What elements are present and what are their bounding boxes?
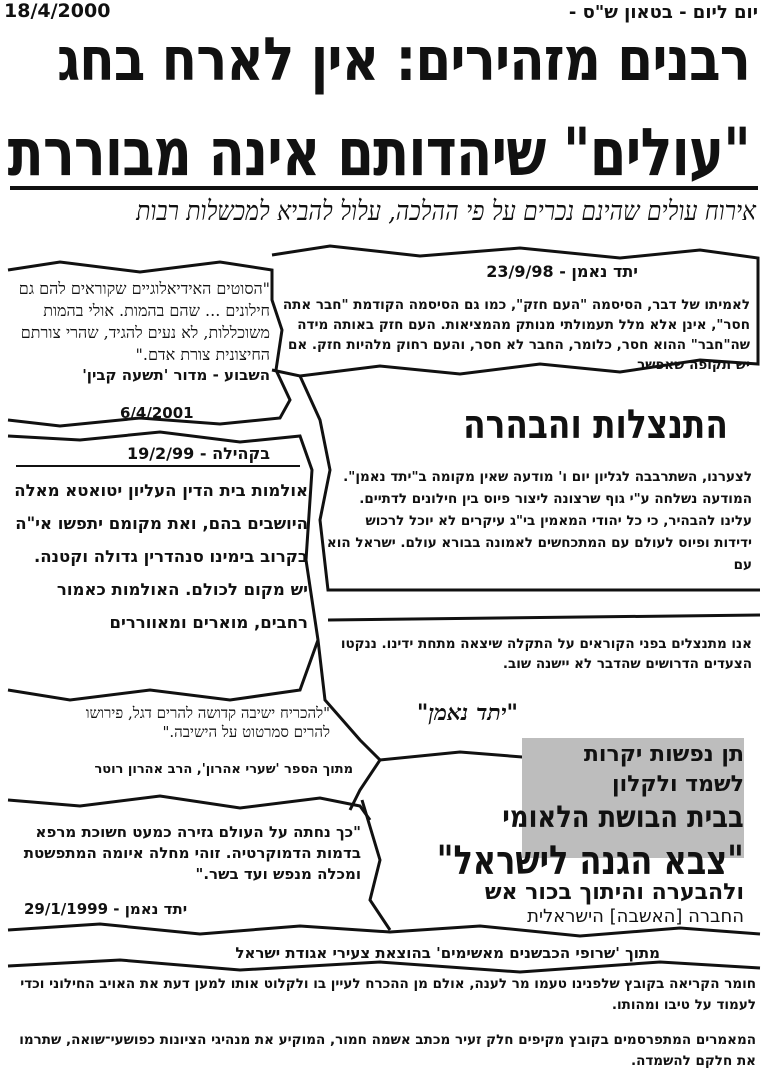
clipping-line-2: לשמד ולקלון <box>612 772 744 797</box>
mitnatzlim-edge <box>328 615 760 620</box>
clipping-line-4: "צבא הגנה לישראל" <box>436 838 744 884</box>
democracy-quote: "כך נחתה על העולם גזירה כמעט חשוכת מרפא בדמות הדמוקרטיה. זוהי מחלה איומה המתפשטת ומכלה מנפש ועד בשר." <box>23 823 361 883</box>
headline-line-1: רבנים מזהירים: אין לארח בחג <box>57 25 751 95</box>
date-label: 18/4/2000 <box>4 0 111 22</box>
apology-continuation: אנו מתנצלים בפני הקוראים על התקלה שיצאה מתחת ידינו. ננקטו הצעדים הדרושים שהדבר לא יישנה שוב. <box>340 636 752 672</box>
rotter-source: מתוך הספר 'שערי אהרון', הרב אהרון רוטר <box>94 762 353 777</box>
clipping-line-1: תן נפשות יקרות <box>583 742 744 767</box>
bakehila-heading: בקהילה - 19/2/99 <box>126 444 270 463</box>
yated-1998-heading: יתד נאמן - 23/9/98 <box>486 262 638 281</box>
clipping-line-3: בבית הבושת הלאומי <box>502 800 744 835</box>
apology-title: התנצלות והבהרה <box>463 402 728 448</box>
shevua-date: 6/4/2001 <box>120 404 194 422</box>
bottom-paragraph-2: המאמרים המתפרסמים בקובץ מקיפים חלק זעיר מכתב אשמה חמור, המוקיע את מנהיגי הציונות כפושעי־שואה, שתרמו את חלקם להשמדה. <box>19 1032 756 1069</box>
poster-clipping <box>382 738 754 928</box>
yated-1998-body: לאמיתו של דבר, הסיסמה "העם חזק", כמו גם הסיסמה הקודמת "חבר אתה חסר", אינן אלא מלל תעמולתי מנותק מהמציאות. העם חזק באותה מידה שה"חבר" ההוא חסר, כלומר, החבר לא חסר, והעם רחוק מלהיות חזק. אם יש תקופה שאפשר <box>282 297 750 373</box>
yated-signature: "יתד נאמן" <box>416 700 518 726</box>
apology-body: לצערנו, השתרבבה לגליון יום ו' מודעה שאין מקומה ב"יתד נאמן". המודעה נשלחה ע"י גוף שרצונה ליצור פיוס בין חילונים לדתיים. עלינו להבהיר, כי כל יהודי המאמין בי"ג עיקרים לא יוכל לרכוש ידידות ופיוס לעולם עם המתכחשים לאמונה בבורא עולם. ישראל הוא עם <box>326 469 752 573</box>
subheadline: אירוח עולים שהינם נכרים על פי ההלכה, עלול להביא למכשלות רבות <box>136 196 757 227</box>
shevua-quote: "הסוטים האידיאלוגיים שקוראים להם גם חילונים ... שהם בהמות. אולי בהמות משוכללות, לא נעים להגיד, שהרי צורתם החיצונית צורת אדם." <box>18 279 270 364</box>
headline-line-2: "עולים" שיהדותם אינה מבוררת <box>7 114 751 191</box>
bakehila-body: אולמות בית הדין העליון יטואטא מאלה היושבים בהם, ואת מקומם יתפשו אי"ה בקרוב בימינו סנהדרין גדולה וקטנה. יש מקום לכולם. האולמות כאמור רחבים, מוארים ומאווררים <box>14 481 308 632</box>
bottom-heading: מתוך 'שרופי הכבשנים מאשימים' בהוצאת צעירי אגודת ישראל <box>235 944 660 962</box>
clipping-line-6: החברה [האשבה] הישראלית <box>527 906 744 927</box>
democracy-quote-source: יתד נאמן - 29/1/1999 <box>24 900 188 918</box>
source-label: יום ליום - בטאון ש"ס - <box>568 2 758 23</box>
shevua-source: השבוע - מדור 'תשעה קבין' <box>82 366 270 384</box>
bottom-paragraph-1: חומר הקריאה בקובץ שלפנינו טעמו מר לענה, אולם מן ההכרח לעיין בו ולקלוט אותו למען דעת את האויב החילוני וכדי לעמוד על טיבו ומהותו. <box>20 976 756 1013</box>
rotter-box-edge <box>8 796 370 820</box>
clipping-line-5: ולהבערה והיתוך בכור אש <box>484 880 744 905</box>
rotter-quote: "להכריח ישיבה קדושה להרים דגל, פירושו להרים סמרטוט על הישיבה." <box>85 704 330 741</box>
